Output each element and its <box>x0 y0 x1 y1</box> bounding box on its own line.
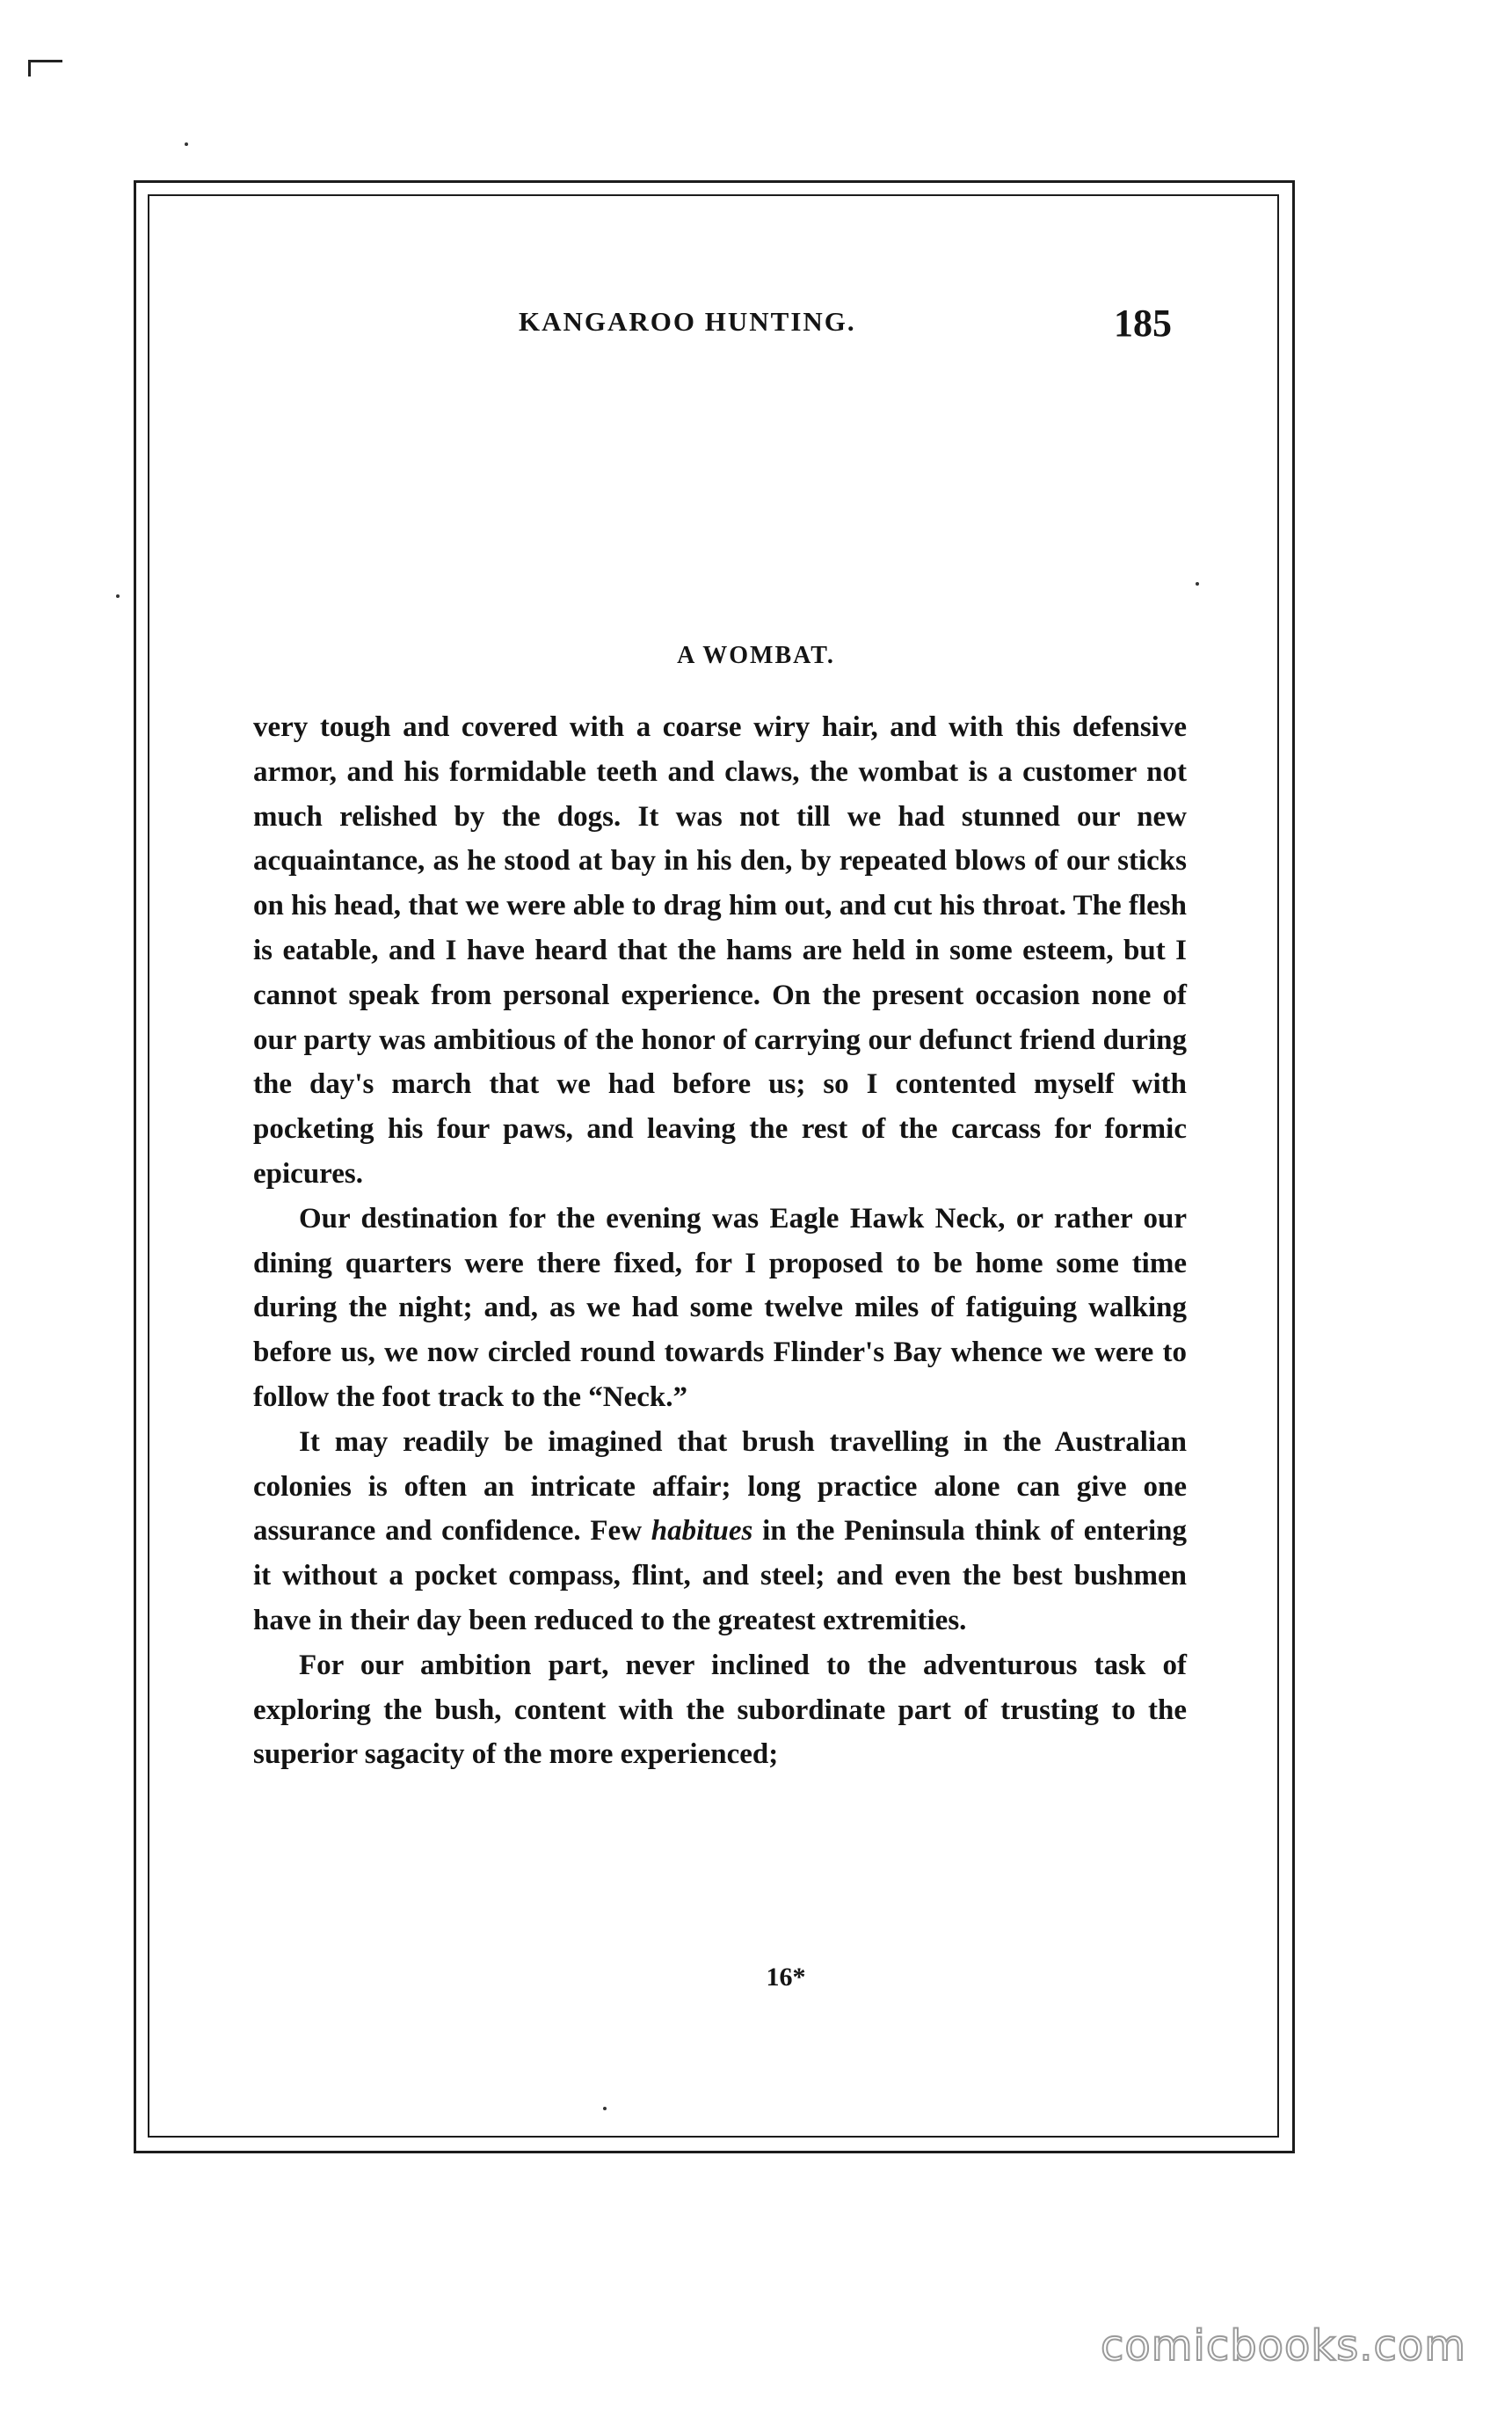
paragraph-text: in the Peninsula think of entering it without a pocket compass, flint, and steel; and even the best bushmen have in their day been reduced to the greatest extremities. <box>253 1515 1187 1636</box>
scan-speck <box>116 594 120 598</box>
body-text <box>253 705 1187 1777</box>
paragraph-text: It may readily be imagined that brush travelling in the Australian colonies is often an intricate affair; long practice alone can give one assurance and confidence. Few <box>253 1425 1187 1548</box>
running-head: KANGAROO HUNTING. <box>519 306 856 337</box>
plate-caption: A WOMBAT. <box>677 642 835 669</box>
scan-corner-mark <box>28 60 62 76</box>
scan-speck <box>185 142 188 146</box>
paragraph <box>253 1420 1187 1643</box>
signature-mark: 16* <box>766 1963 806 1992</box>
watermark: comicbooks.com <box>1100 2321 1466 2371</box>
paragraph: very tough and covered with a coarse wiry hair, and with this defensive armor, and his formidable teeth and claws, the wombat is a customer not much relished by the dogs. It was not till we had stunned our new acquaintance, as he stood at bay in his den, by repeated blows of our sticks on his head, that we were able to drag him out, and cut his throat. The flesh is eatable, and I have heard that the hams are held in some esteem, but I cannot speak from personal experience. On the present occasion none of our party was ambitious of the honor of carrying our defunct friend during the day's march that we had before us; so I contented myself with pocketing his four paws, and leaving the rest of the carcass for formic epicures. <box>253 711 1187 1190</box>
italic-word: habitues <box>651 1515 753 1548</box>
paragraph: Our destination for the evening was Eagle Hawk Neck, or rather our dining quarters were there fixed, for I proposed to be home some time during the night; and, as we had some twelve miles of fatiguing walking before us, we now circled round towards Flinder's Bay whence we were to follow the foot track to the “Neck.” <box>253 1202 1187 1413</box>
page-number: 185 <box>1114 302 1172 345</box>
paragraph: For our ambition part, never inclined to the adventurous task of exploring the bush, content with the subordinate part of trusting to the superior sagacity of the more experienced; <box>253 1649 1187 1771</box>
